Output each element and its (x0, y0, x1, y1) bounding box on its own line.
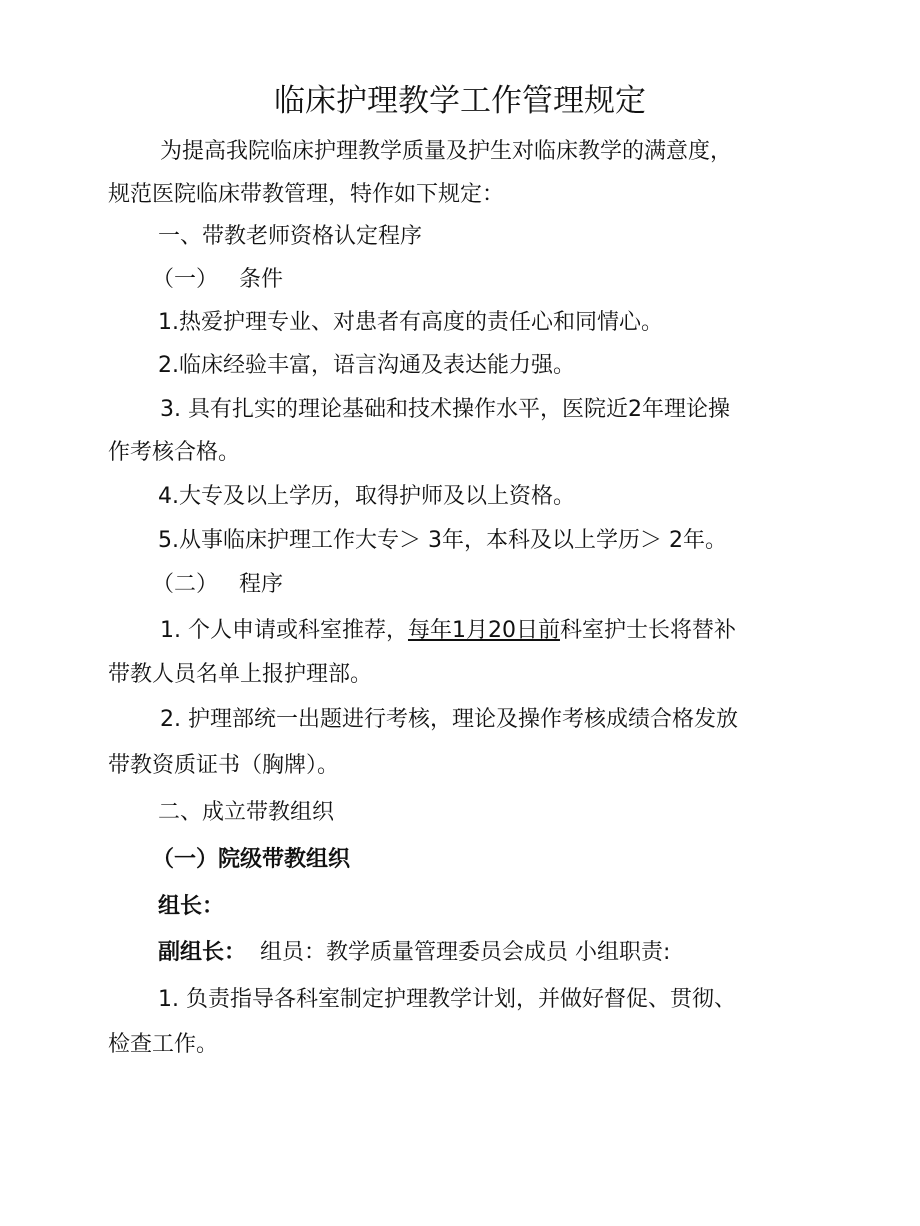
procedure-2-cont: 带教资质证书（胸牌）。 (108, 753, 340, 778)
members-text: 组员：教学质量管理委员会成员 小组职责: (260, 940, 671, 965)
sub2-label: （二） (152, 572, 219, 597)
duty-1: 1. 负责指导各科室制定护理教学计划，并做好督促、贯彻、 (158, 987, 736, 1012)
condition-5: 5.从事临床护理工作大专＞ 3年，本科及以上学历＞ 2年。 (158, 528, 727, 553)
procedure-1-cont: 带教人员名单上报护理部。 (108, 662, 373, 687)
section1-sub1 (152, 266, 283, 294)
procedure-1-deadline: 每年1月20日前 (407, 618, 560, 643)
section1-heading: 一、带教老师资格认定程序 (158, 224, 423, 249)
condition-3-cont: 作考核合格。 (108, 440, 241, 465)
intro-line-1: 为提高我院临床护理教学质量及护生对临床教学的满意度， (160, 139, 733, 164)
leader-label: 组长： (158, 894, 225, 919)
condition-2: 2.临床经验丰富，语言沟通及表达能力强。 (158, 353, 575, 378)
intro-line-2: 规范医院临床带教管理，特作如下规定： (108, 182, 505, 207)
sub1-label: （一） (152, 267, 219, 292)
section2-sub1: （一）院级带教组织 (152, 847, 351, 872)
deputy-label: 副组长： (158, 940, 247, 965)
sub1-title: 条件 (239, 267, 284, 292)
section1-sub2 (152, 571, 283, 599)
condition-4: 4.大专及以上学历，取得护师及以上资格。 (158, 484, 575, 509)
procedure-1-text: 1. 个人申请或科室推荐， (160, 618, 408, 643)
procedure-1-text-end: 科室护士长将替补 (559, 618, 736, 643)
procedure-2: 2. 护理部统一出题进行考核，理论及操作考核成绩合格发放 (160, 707, 738, 732)
document-title: 临床护理教学工作管理规定 (274, 83, 646, 119)
duty-1-cont: 检查工作。 (108, 1032, 219, 1057)
condition-1: 1.热爱护理专业、对患者有高度的责任心和同情心。 (158, 310, 663, 335)
procedure-1 (160, 617, 736, 645)
condition-3: 3. 具有扎实的理论基础和技术操作水平，医院近2年理论操 (160, 397, 730, 422)
section2-heading: 二、成立带教组织 (158, 800, 335, 825)
deputy-line (158, 939, 670, 967)
sub2-title: 程序 (239, 572, 284, 597)
